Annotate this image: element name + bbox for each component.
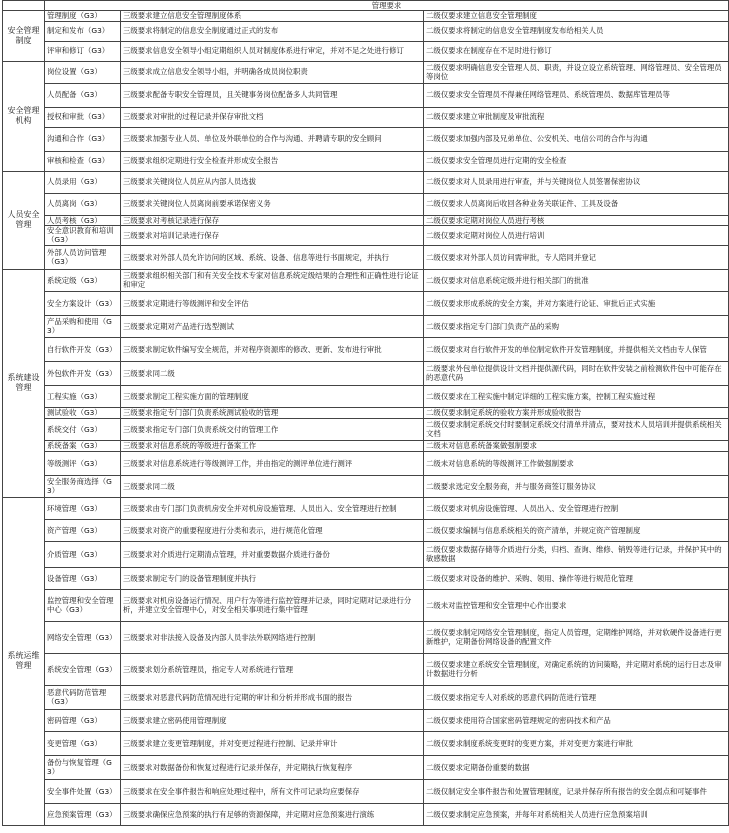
item-cell: 监控管理和安全管理中心（G3） xyxy=(45,589,121,621)
level2-requirement-cell: 二级仅要求制定系统的验收方案并形成验收报告 xyxy=(424,407,729,418)
item-cell: 环境管理（G3） xyxy=(45,497,121,519)
level3-requirement-cell: 三级要求加强专业人员、单位及外联单位的合作与沟通、并聘请专职的安全顾问 xyxy=(121,127,424,151)
table-row xyxy=(3,61,729,83)
table-row xyxy=(3,107,729,127)
level3-requirement-cell: 三级要求划分系统管理员，指定专人对系统进行管理 xyxy=(121,653,424,685)
level2-requirement-cell: 二级仅要求定期对岗位人员进行培训 xyxy=(424,225,729,245)
item-cell: 安全意识教育和培训（G3） xyxy=(45,225,121,245)
level2-requirement-cell: 二级仅要求数据存储等介质进行分类，归档、查询、维修、销毁等进行记录，并保护其中的敏感数据 xyxy=(424,541,729,567)
table-row xyxy=(3,451,729,475)
table-row xyxy=(3,519,729,541)
level2-requirement-cell: 二级仅要求对自行软件开发的单位制定软件开发管理制度，并提供相关文档由专人保管 xyxy=(424,337,729,361)
level2-requirement-cell: 二级仅要求对人员录用进行审查，并与关键岗位人员签署保密协议 xyxy=(424,171,729,193)
level3-requirement-cell: 三级要求由专门部门负责机房安全并对机房设施管理、人员出入、安全管理进行控制 xyxy=(121,497,424,519)
item-cell: 资产管理（G3） xyxy=(45,519,121,541)
level3-requirement-cell: 三级要求定期进行等级测评和安全评估 xyxy=(121,291,424,315)
level2-requirement-cell: 二级要求外包单位提供设计文档并提供源代码，同时在软件安装之前检测软件包中可能存在的恶意代码 xyxy=(424,361,729,385)
level3-requirement-cell: 三级要求建立变更管理制度，并对变更过程进行控制、记录并审计 xyxy=(121,731,424,755)
table-row xyxy=(3,11,729,21)
item-cell: 变更管理（G3） xyxy=(45,731,121,755)
level3-requirement-cell: 三级要求确保应急预案的执行有足够的资源保障，并定期对应急预案进行演练 xyxy=(121,803,424,825)
level2-requirement-cell: 二级仅要求在工程实施中制定详细的工程实施方案，控制工程实施过程 xyxy=(424,385,729,407)
item-cell: 安全方案设计（G3） xyxy=(45,291,121,315)
item-cell: 应急预案管理（G3） xyxy=(45,803,121,825)
category-cell: 安全管理制度 xyxy=(3,11,45,61)
table-row xyxy=(3,440,729,451)
table-row xyxy=(3,779,729,803)
level2-requirement-cell: 二级仅要求定期对岗位人员进行考核 xyxy=(424,215,729,225)
table-row xyxy=(3,83,729,107)
table-row xyxy=(3,225,729,245)
item-cell: 安全服务商选择（G3） xyxy=(45,475,121,497)
table-row xyxy=(3,361,729,385)
table-header-title: 管理要求 xyxy=(45,1,729,11)
level3-requirement-cell: 三级要求对非法接入设备及内部人员非法外联网络进行控制 xyxy=(121,621,424,653)
level3-requirement-cell: 三级要求关键岗位人员离岗前要承诺保密义务 xyxy=(121,193,424,215)
level3-requirement-cell: 三级要求定期对产品进行选型测试 xyxy=(121,315,424,337)
level3-requirement-cell: 三级要求组织定期进行安全检查并形成安全报告 xyxy=(121,151,424,171)
item-cell: 密码管理（G3） xyxy=(45,709,121,731)
table-row xyxy=(3,653,729,685)
category-cell: 人员安全管理 xyxy=(3,171,45,269)
item-cell: 评审和修订（G3） xyxy=(45,41,121,61)
table-row xyxy=(3,215,729,225)
item-cell: 工程实施（G3） xyxy=(45,385,121,407)
level2-requirement-cell: 二级仅要求建立信息安全管理制度 xyxy=(424,11,729,21)
table-row xyxy=(3,709,729,731)
level3-requirement-cell: 三级要求对信息系统进行等级测评工作，并由指定的测评单位进行测评 xyxy=(121,451,424,475)
item-cell: 人员配备（G3） xyxy=(45,83,121,107)
table-row xyxy=(3,407,729,418)
item-cell: 介质管理（G3） xyxy=(45,541,121,567)
table-row xyxy=(3,127,729,151)
level3-requirement-cell: 三级要求对培训记录进行保存 xyxy=(121,225,424,245)
level2-requirement-cell: 二级仅制定安全事件报告和处置管理制度，记录并保存所有报告的安全弱点和可疑事件 xyxy=(424,779,729,803)
item-cell: 审核和检查（G3） xyxy=(45,151,121,171)
item-cell: 系统备案（G3） xyxy=(45,440,121,451)
table-header xyxy=(3,1,45,11)
table-row xyxy=(3,497,729,519)
level2-requirement-cell: 二级要求选定安全服务商，并与服务商签订服务协议 xyxy=(424,475,729,497)
table-row xyxy=(3,755,729,779)
table-row xyxy=(3,171,729,193)
level2-requirement-cell: 二级仅要求安全管理员不得兼任网络管理员、系统管理员、数据库管理员等 xyxy=(424,83,729,107)
item-cell: 外部人员访问管理（G3） xyxy=(45,245,121,269)
category-cell: 系统运维管理 xyxy=(3,497,45,825)
item-cell: 管理制度（G3） xyxy=(45,11,121,21)
level3-requirement-cell: 三级要求对信息系统的等级进行备案工作 xyxy=(121,440,424,451)
level2-requirement-cell: 二级仅要求加强内部及兄弟单位、公安机关、电信公司的合作与沟通 xyxy=(424,127,729,151)
item-cell: 备份与恢复管理（G3） xyxy=(45,755,121,779)
level2-requirement-cell: 二级仅要求定期备份重要的数据 xyxy=(424,755,729,779)
level3-requirement-cell: 三级要求对资产的重要程度进行分类和表示，进行规范化管理 xyxy=(121,519,424,541)
category-cell: 系统建设管理 xyxy=(3,269,45,497)
table-row xyxy=(3,418,729,440)
level2-requirement-cell: 二级仅要求指定专人对系统的恶意代码防范进行管理 xyxy=(424,685,729,709)
level3-requirement-cell: 三级要求信息安全领导小组定期组织人员对制度体系进行审定，并对不足之处进行修订 xyxy=(121,41,424,61)
level3-requirement-cell: 三级要求对外部人员允许访问的区域、系统、设备、信息等进行书面规定，并执行 xyxy=(121,245,424,269)
item-cell: 人员考核（G3） xyxy=(45,215,121,225)
level2-requirement-cell: 二级仅要求编制与信息系统相关的资产清单，并规定资产管理制度 xyxy=(424,519,729,541)
level2-requirement-cell: 二级仅要求对信息系统定级并进行相关部门的批准 xyxy=(424,269,729,291)
level2-requirement-cell: 二级仅要求明确信息安全管理人员、职责，并设立设立系统管理、网络管理员、安全管理员等岗位 xyxy=(424,61,729,83)
table-row xyxy=(3,41,729,61)
table-row xyxy=(3,269,729,291)
item-cell: 人员离岗（G3） xyxy=(45,193,121,215)
level3-requirement-cell: 三级要求指定专门部门负责系统交付的管理工作 xyxy=(121,418,424,440)
level2-requirement-cell: 二级仅要求建立审批制度及审批流程 xyxy=(424,107,729,127)
table-row xyxy=(3,151,729,171)
table-row xyxy=(3,291,729,315)
level2-requirement-cell: 二级仅要求在制度存在不足时进行修订 xyxy=(424,41,729,61)
item-cell: 安全事件处置（G3） xyxy=(45,779,121,803)
level2-requirement-cell: 二级未对信息系统备案做强制要求 xyxy=(424,440,729,451)
level2-requirement-cell: 二级仅要求建立系统安全管理制度，对确定系统的访问策略，并定期对系统的运行日志及审计数据进行分析 xyxy=(424,653,729,685)
table-row xyxy=(3,385,729,407)
level3-requirement-cell: 三级要求配备专职安全管理员，且关键事务岗位配备多人共同管理 xyxy=(121,83,424,107)
table-header-row xyxy=(3,1,729,11)
table-row xyxy=(3,315,729,337)
level3-requirement-cell: 三级要求对介质进行定期清点管理，并对重要数据介质进行备份 xyxy=(121,541,424,567)
level3-requirement-cell: 三级要求同二级 xyxy=(121,475,424,497)
table-body xyxy=(3,11,729,826)
item-cell: 系统交付（G3） xyxy=(45,418,121,440)
item-cell: 恶意代码防范管理（G3） xyxy=(45,685,121,709)
level2-requirement-cell: 二级仅要求形成系统的安全方案，并对方案进行论证、审批后正式实施 xyxy=(424,291,729,315)
level3-requirement-cell: 三级要求将制定的信息安全制度通过正式的发布 xyxy=(121,21,424,41)
level3-requirement-cell: 三级要求成立信息安全领导小组，并明确各成员岗位职责 xyxy=(121,61,424,83)
level3-requirement-cell: 三级要求指定专门部门负责系统测试验收的管理 xyxy=(121,407,424,418)
level2-requirement-cell: 二级仅要求对外部人员访问需审批，专人陪同并登记 xyxy=(424,245,729,269)
level3-requirement-cell: 三级要求建立密码使用管理制度 xyxy=(121,709,424,731)
level3-requirement-cell: 三级要求制定专门的设备管理制度并执行 xyxy=(121,567,424,589)
table-row xyxy=(3,731,729,755)
level2-requirement-cell: 二级仅要求指定专门部门负责产品的采购 xyxy=(424,315,729,337)
level2-requirement-cell: 二级仅要求制定系统交付时要制定系统交付清单并清点，要对技术人员培训并提供系统相关文档 xyxy=(424,418,729,440)
requirements-table xyxy=(2,0,729,826)
level2-requirement-cell: 二级仅要求制定应急预案，并每年对系统相关人员进行应急预案培训 xyxy=(424,803,729,825)
item-cell: 外包软件开发（G3） xyxy=(45,361,121,385)
level2-requirement-cell: 二级仅要求使用符合国家密码管理规定的密码技术和产品 xyxy=(424,709,729,731)
category-cell: 安全管理机构 xyxy=(3,61,45,171)
level2-requirement-cell: 二级仅要求对机房设施管理、人员出入、安全管理进行控制 xyxy=(424,497,729,519)
level3-requirement-cell: 三级要求制定工程实施方面的管理制度 xyxy=(121,385,424,407)
level3-requirement-cell: 三级要求对数据备份和恢复过程进行记录并保存，并定期执行恢复程序 xyxy=(121,755,424,779)
level3-requirement-cell: 三级要求对恶意代码防范情况进行定期的审计和分析并形成书面的报告 xyxy=(121,685,424,709)
level2-requirement-cell: 二级仅要求安全管理员进行定期的安全检查 xyxy=(424,151,729,171)
item-cell: 产品采购和使用（G3） xyxy=(45,315,121,337)
level2-requirement-cell: 二级仅要求制度系统变更时的变更方案，并对变更方案进行审批 xyxy=(424,731,729,755)
level2-requirement-cell: 二级仅要求人员离岗后收回各种业务关联证件、工具及设备 xyxy=(424,193,729,215)
item-cell: 人员录用（G3） xyxy=(45,171,121,193)
item-cell: 岗位设置（G3） xyxy=(45,61,121,83)
item-cell: 测试验收（G3） xyxy=(45,407,121,418)
level3-requirement-cell: 三级要求组织相关部门和有关安全技术专家对信息系统定级结果的合理性和正确性进行论证和审定 xyxy=(121,269,424,291)
level2-requirement-cell: 二级仅要求制定网络安全管理制度，指定人员管理，定期维护网络，并对软硬件设备进行更新维护，定期备份网络设备的配置文件 xyxy=(424,621,729,653)
level3-requirement-cell: 三级要求对考核记录进行保存 xyxy=(121,215,424,225)
item-cell: 设备管理（G3） xyxy=(45,567,121,589)
level2-requirement-cell: 二级未对信息系统的等级测评工作做强制要求 xyxy=(424,451,729,475)
item-cell: 制定和发布（G3） xyxy=(45,21,121,41)
level3-requirement-cell: 三级要求在安全事件报告和响应处理过程中，所有文件可记录均应要保存 xyxy=(121,779,424,803)
table-row xyxy=(3,245,729,269)
item-cell: 沟通和合作（G3） xyxy=(45,127,121,151)
level3-requirement-cell: 三级要求建立信息安全管理制度体系 xyxy=(121,11,424,21)
table-row xyxy=(3,621,729,653)
level2-requirement-cell: 二级仅要求对设备的维护、采购、领用、操作等进行规范化管理 xyxy=(424,567,729,589)
table-row xyxy=(3,589,729,621)
level3-requirement-cell: 三级要求关键岗位人员应从内部人员选拔 xyxy=(121,171,424,193)
table-row xyxy=(3,685,729,709)
level3-requirement-cell: 三级要求制定软件编写安全规范，并对程序资源库的修改、更新、发布进行审批 xyxy=(121,337,424,361)
table-row xyxy=(3,475,729,497)
item-cell: 授权和审批（G3） xyxy=(45,107,121,127)
table-row xyxy=(3,337,729,361)
level2-requirement-cell: 二级仅要求将制定的信息安全管理制度发布给相关人员 xyxy=(424,21,729,41)
item-cell: 自行软件开发（G3） xyxy=(45,337,121,361)
table-row xyxy=(3,21,729,41)
table-row xyxy=(3,803,729,825)
item-cell: 网络安全管理（G3） xyxy=(45,621,121,653)
level3-requirement-cell: 三级要求对审批的过程记录并保存审批文档 xyxy=(121,107,424,127)
level2-requirement-cell: 二级未对监控管理和安全管理中心作出要求 xyxy=(424,589,729,621)
table-row xyxy=(3,567,729,589)
table-row xyxy=(3,541,729,567)
item-cell: 系统安全管理（G3） xyxy=(45,653,121,685)
item-cell: 系统定级（G3） xyxy=(45,269,121,291)
table-row xyxy=(3,193,729,215)
level3-requirement-cell: 三级要求同二级 xyxy=(121,361,424,385)
item-cell: 等级测评（G3） xyxy=(45,451,121,475)
level3-requirement-cell: 三级要求对机房设备运行情况、用户行为等进行监控管理并记录，同时定期对记录进行分析，并建立安全管理中心，对安全相关事项进行集中管理 xyxy=(121,589,424,621)
